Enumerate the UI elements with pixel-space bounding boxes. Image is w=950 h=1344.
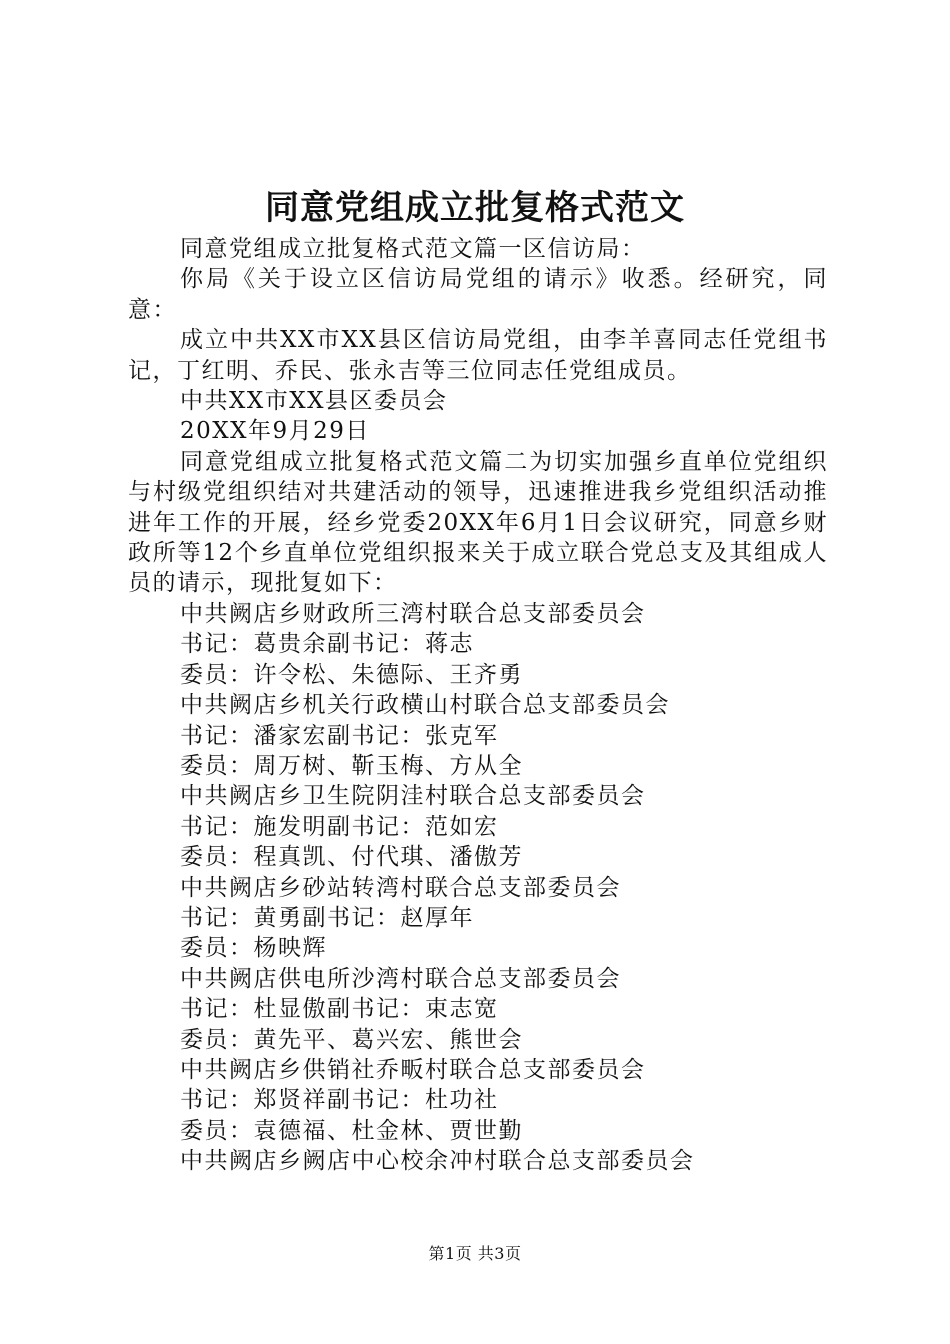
paragraph: 中共阙店乡机关行政横山村联合总支部委员会 (180, 692, 670, 719)
paragraph: 成立中共XX市XX县区信访局党组，由李羊喜同志任党组书记，丁红明、乔民、张永吉等三位同志任党组成员。 (128, 327, 828, 384)
paragraph: 中共阙店乡卫生院阴洼村联合总支部委员会 (180, 783, 646, 810)
paragraph: 委员：程真凯、付代琪、潘傲芳 (180, 844, 523, 871)
paragraph: 中共XX市XX县区委员会 (180, 388, 448, 415)
paragraph: 书记：黄勇副书记：赵厚年 (180, 904, 474, 931)
paragraph: 委员：许令松、朱德际、王齐勇 (180, 661, 523, 688)
paragraph: 你局《关于设立区信访局党组的请示》收悉。经研究，同意： (128, 266, 828, 323)
paragraph: 书记：潘家宏副书记：张克军 (180, 722, 499, 749)
paragraph: 中共阙店供电所沙湾村联合总支部委员会 (180, 965, 621, 992)
paragraph: 中共阙店乡财政所三湾村联合总支部委员会 (180, 600, 646, 627)
paragraph: 中共阙店乡供销社乔畈村联合总支部委员会 (180, 1056, 646, 1083)
document-body (128, 234, 828, 1177)
paragraph: 书记：郑贤祥副书记：杜功社 (180, 1087, 499, 1114)
paragraph: 委员：黄先平、葛兴宏、熊世会 (180, 1026, 523, 1053)
paragraph: 同意党组成立批复格式范文篇二为切实加强乡直单位党组织与村级党组织结对共建活动的领导，迅速推进我乡党组织活动推进年工作的开展，经乡党委20XX年6月1日会议研究，同意乡财政所等12个乡直单位党组织报来关于成立联合党总支及其组成人员的请示，现批复如下： (128, 448, 828, 597)
paragraph: 委员：周万树、靳玉梅、方从全 (180, 752, 523, 779)
page-footer: 第1页 共3页 (428, 1244, 522, 1263)
paragraph: 中共阙店乡阙店中心校余冲村联合总支部委员会 (180, 1148, 695, 1175)
paragraph: 20XX年9月29日 (180, 418, 370, 445)
paragraph: 书记：施发明副书记：范如宏 (180, 813, 499, 840)
paragraph: 委员：袁德福、杜金林、贾世勤 (180, 1117, 523, 1144)
paragraph: 书记：葛贵余副书记：蒋志 (180, 631, 474, 658)
paragraph: 同意党组成立批复格式范文篇一区信访局： (180, 236, 646, 262)
paragraph: 委员：杨映辉 (180, 935, 327, 962)
paragraph: 中共阙店乡砂站转湾村联合总支部委员会 (180, 874, 621, 901)
paragraph: 书记：杜显傲副书记：束志宽 (180, 996, 499, 1023)
document-title: 同意党组成立批复格式范文 (265, 188, 685, 228)
